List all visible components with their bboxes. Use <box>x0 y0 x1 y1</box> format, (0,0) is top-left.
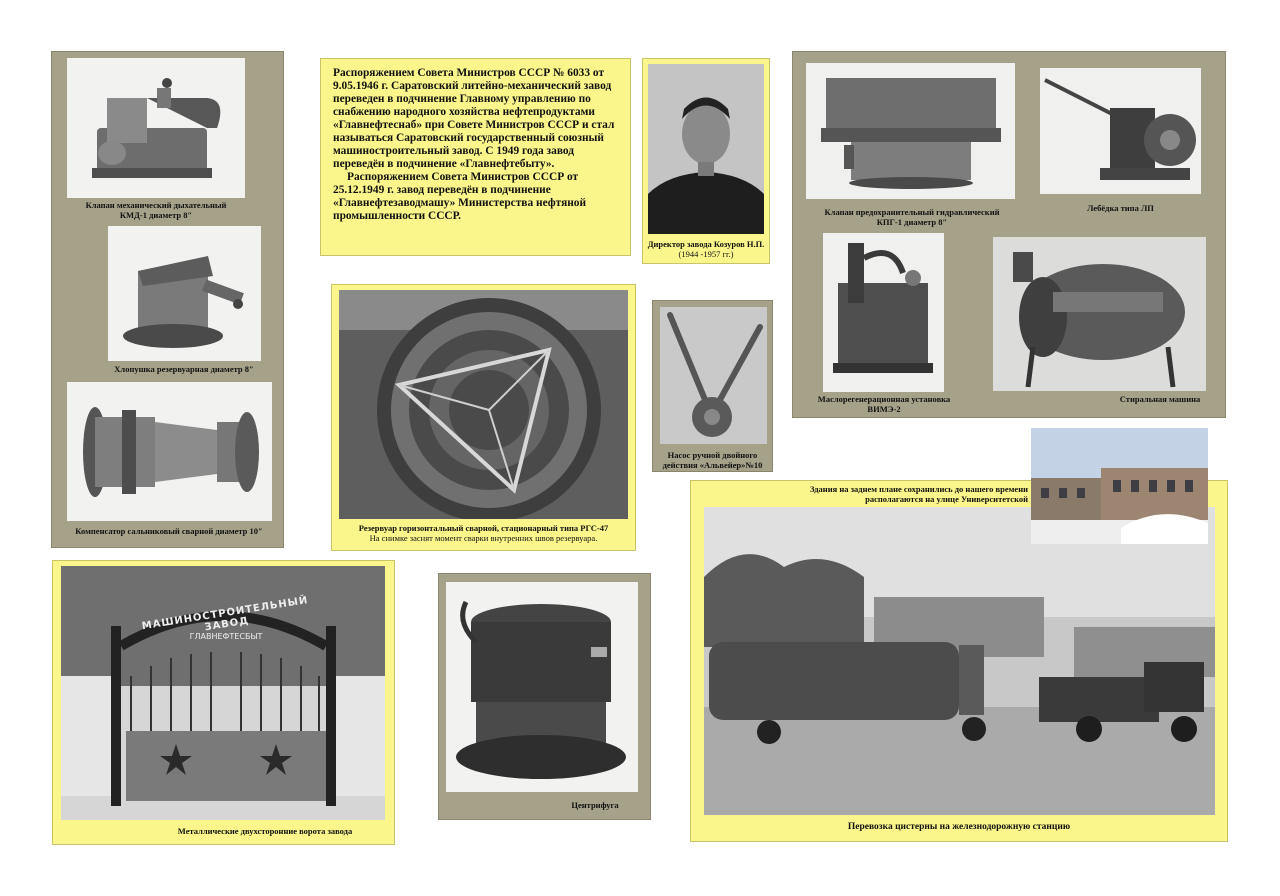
caption-valve-kpg: Клапан предохранительный гидравлический КПГ-1 диаметр 8″ <box>824 207 1000 227</box>
photo-vime2 <box>823 233 944 392</box>
caption-washing-machine: Стиральная машина <box>1119 394 1201 404</box>
caption-vime2: Маслорегенерационная установка ВИМЭ-2 <box>817 394 951 414</box>
caption-tank: Резервуар горизонтальный сварной, стационарный типа РГС-47 На снимке заснят момент сварки внутренних швов резервуара. <box>358 523 609 543</box>
caption-kompensator: Компенсатор сальниковый сварной диаметр 10″ <box>75 526 263 536</box>
photo-centrifuge <box>446 582 638 792</box>
photo-kompensator <box>67 382 272 521</box>
caption-khlopushka: Хлопушка резервуарная диаметр 8″ <box>114 364 254 374</box>
caption-centrifuge: Центрифуга <box>571 800 619 810</box>
photo-winch <box>1040 68 1201 194</box>
gate-sign-arch: МАШИНОСТРОИТЕЛЬНЫЙ ЗАВОД <box>141 594 310 634</box>
photo-khlopushka <box>108 226 261 361</box>
history-text <box>333 67 623 223</box>
caption-director: Директор завода Козуров Н.П. (1944 -1957 гг.) <box>647 239 765 259</box>
photo-factory-gate <box>61 566 385 820</box>
photo-buildings-today <box>1031 428 1208 544</box>
history-paragraph-2: Распоряжением Совета Министров СССР от 25.12.1949 г. завод переведён в подчинение «Главнефтезаводмашу» Министерства нефтяной промышленности СССР. <box>333 171 587 222</box>
photo-pump <box>660 307 767 444</box>
photo-transport <box>704 507 1215 815</box>
photo-director <box>648 64 764 234</box>
caption-factory-gate: Металлические двухсторонние ворота завода <box>177 826 353 836</box>
caption-transport: Перевозка цистерны на железнодорожную станцию <box>847 822 1071 832</box>
caption-valve-kmd: Клапан механический дыхательный КМД-1 диаметр 8″ <box>85 200 227 220</box>
gate-sign-sub: ГЛАВНЕФТЕСБЫТ <box>189 632 263 641</box>
caption-winch: Лебёдка типа ЛП <box>1087 203 1154 213</box>
history-paragraph-1: Распоряжением Совета Министров СССР № 6033 от 9.05.1946 г. Саратовский литейно-механический завод переведен в подчинение Главному управлению по снабжению народного хозяйства нефтепродуктами «Главнефтеснаб» при Совете Министров СССР и стал называться Саратовский государственный союзный машиностроительный завод. С 1949 года завод переведён в подчинение «Главнефтебыту». <box>333 67 615 170</box>
photo-washing-machine <box>993 237 1206 391</box>
photo-valve-kpg <box>806 63 1015 199</box>
caption-buildings: Здания на заднем плане сохранились до нашего времени располагаются на улице Университетской <box>809 484 1028 504</box>
photo-valve-kmd <box>67 58 245 198</box>
photo-tank-rgs47 <box>339 290 628 519</box>
caption-pump: Насос ручной двойного действия «Альвейер»№10 <box>662 450 763 470</box>
